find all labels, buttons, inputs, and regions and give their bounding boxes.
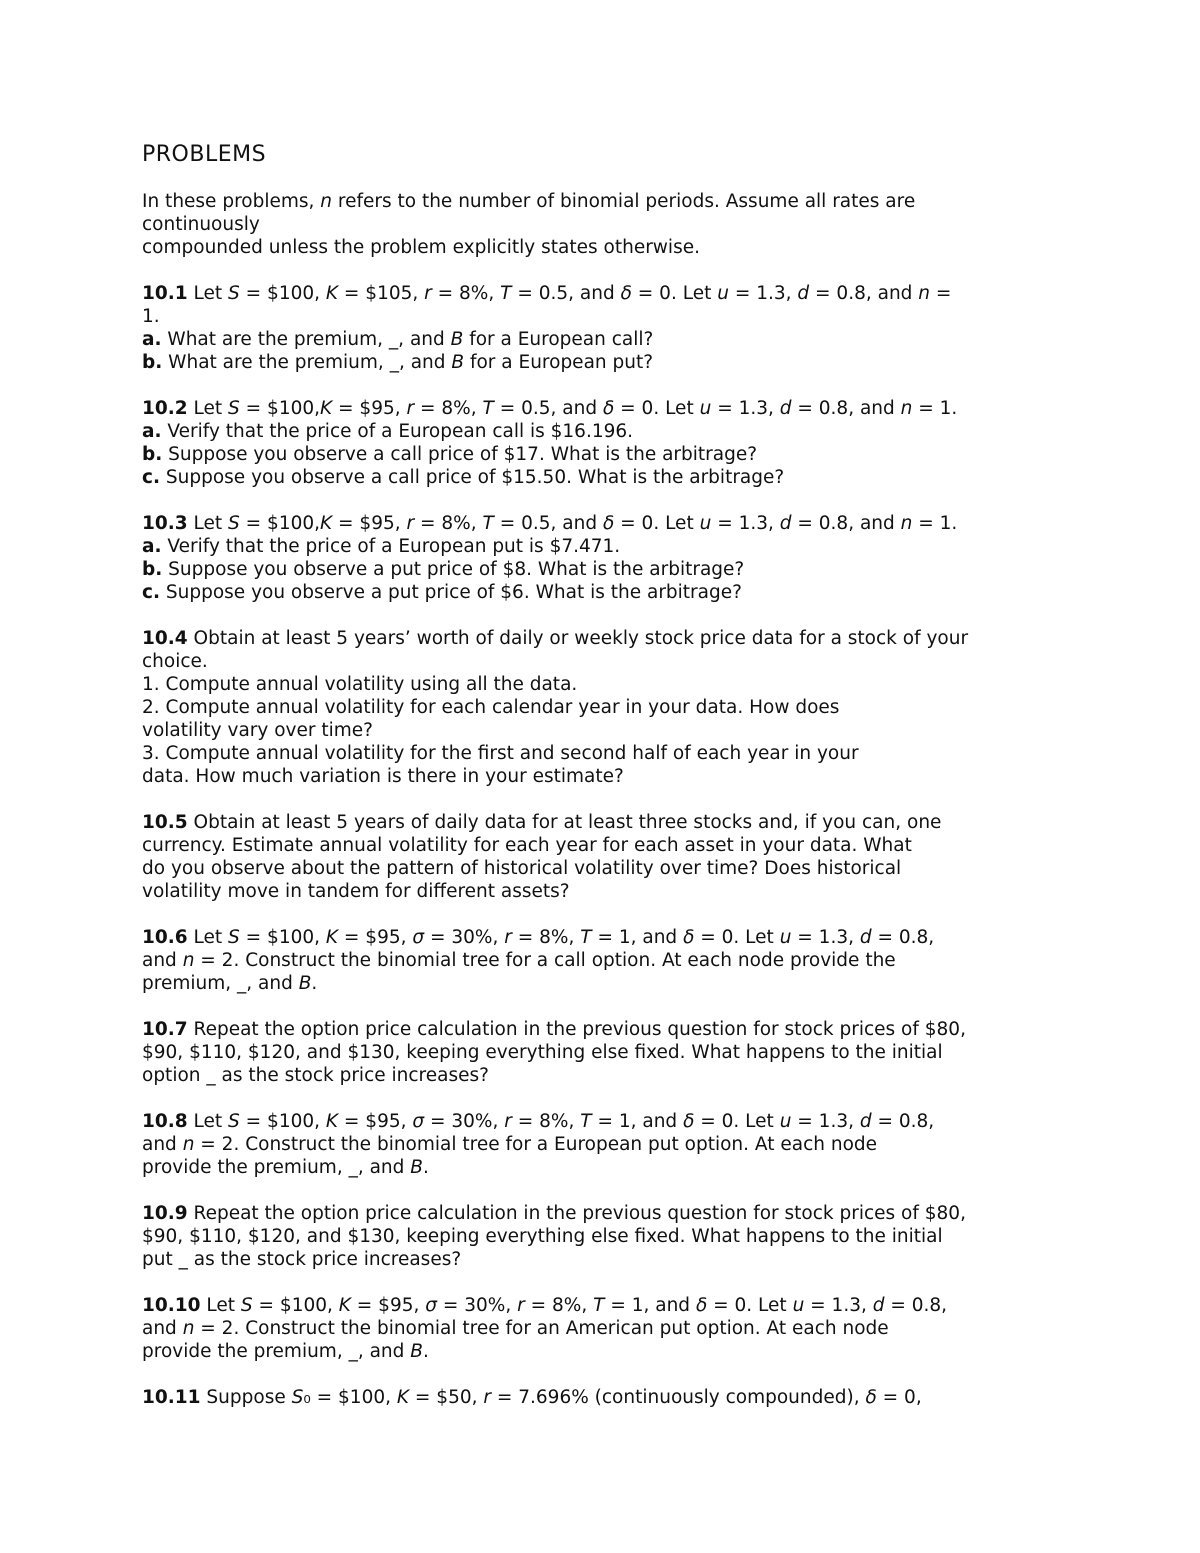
problem-line	[142, 742, 1042, 765]
problem-10-1	[142, 282, 1042, 374]
part-label: a.	[142, 536, 162, 557]
part-text: Suppose you observe a call price of $15.50. What is the arbitrage?	[165, 467, 785, 488]
problem-line	[142, 880, 1042, 903]
problem-text: and n = 2. Construct the binomial tree for a call option. At each node provide the	[142, 950, 896, 971]
intro-line: compounded unless the problem explicitly states otherwise.	[142, 237, 700, 258]
intro-paragraph	[142, 190, 1042, 259]
problem-line	[142, 1340, 1042, 1363]
problem-10-8	[142, 1110, 1042, 1179]
problem-line	[142, 1064, 1042, 1087]
page-title: PROBLEMS	[142, 142, 267, 167]
problem-part	[142, 466, 1042, 489]
problem-text: choice.	[142, 651, 208, 672]
problem-number: 10.1	[142, 283, 188, 304]
problem-line	[142, 1248, 1042, 1271]
problem-line	[142, 1225, 1042, 1248]
part-text: Verify that the price of a European put is $7.471.	[167, 536, 621, 557]
problem-text: 2. Compute annual volatility for each calendar year in your data. How does	[142, 697, 840, 718]
part-text: Suppose you observe a put price of $8. What is the arbitrage?	[168, 559, 745, 580]
problem-part	[142, 351, 1042, 374]
problem-line	[142, 650, 1042, 673]
problem-line	[142, 282, 1042, 305]
problem-text: Let S = $100, K = $95, σ = 30%, r = 8%, T = 1, and δ = 0. Let u = 1.3, d = 0.8,	[193, 1111, 935, 1132]
problem-line	[142, 1133, 1042, 1156]
problem-number: 10.6	[142, 927, 188, 948]
problem-text: $90, $110, $120, and $130, keeping everything else fixed. What happens to the initial	[142, 1042, 943, 1063]
problem-line	[142, 673, 1042, 696]
problem-10-10	[142, 1294, 1042, 1363]
problem-text: currency. Estimate annual volatility for each year for each asset in your data. What	[142, 835, 912, 856]
problem-text: and n = 2. Construct the binomial tree for an American put option. At each node	[142, 1318, 889, 1339]
problem-text: 3. Compute annual volatility for the first and second half of each year in your	[142, 743, 859, 764]
problem-part	[142, 558, 1042, 581]
problem-number: 10.11	[142, 1387, 201, 1408]
part-text: Verify that the price of a European call is $16.196.	[167, 421, 634, 442]
intro-line: In these problems, n refers to the number of binomial periods. Assume all rates are	[142, 191, 916, 212]
problem-line	[142, 834, 1042, 857]
problem-line	[142, 1317, 1042, 1340]
problem-text: Let S = $100, K = $95, σ = 30%, r = 8%, T = 1, and δ = 0. Let u = 1.3, d = 0.8,	[193, 927, 935, 948]
part-label: a.	[142, 421, 162, 442]
problem-line	[142, 1156, 1042, 1179]
part-text: Suppose you observe a call price of $17. What is the arbitrage?	[168, 444, 758, 465]
problem-number: 10.9	[142, 1203, 188, 1224]
problem-line	[142, 397, 1042, 420]
problem-line	[142, 972, 1042, 995]
document-page	[142, 140, 1042, 1432]
problem-text: Let S = $100, K = $95, σ = 30%, r = 8%, T = 1, and δ = 0. Let u = 1.3, d = 0.8,	[206, 1295, 948, 1316]
problem-10-11	[142, 1386, 1042, 1409]
problem-text: do you observe about the pattern of historical volatility over time? Does historical	[142, 858, 902, 879]
problem-line	[142, 1202, 1042, 1225]
problem-number: 10.10	[142, 1295, 201, 1316]
part-text: What are the premium, _, and B for a European call?	[167, 329, 654, 350]
problem-text: put _ as the stock price increases?	[142, 1249, 462, 1270]
problem-10-2	[142, 397, 1042, 489]
problem-number: 10.5	[142, 812, 188, 833]
part-text: Suppose you observe a put price of $6. What is the arbitrage?	[165, 582, 742, 603]
problem-text: 1.	[142, 306, 160, 327]
problem-line	[142, 1294, 1042, 1317]
problem-text: Obtain at least 5 years’ worth of daily or weekly stock price data for a stock of your	[193, 628, 969, 649]
problem-line	[142, 627, 1042, 650]
part-label: c.	[142, 467, 160, 488]
problem-line	[142, 926, 1042, 949]
problem-text: Let S = $100, K = $105, r = 8%, T = 0.5, and δ = 0. Let u = 1.3, d = 0.8, and n =	[193, 283, 952, 304]
problem-line	[142, 305, 1042, 328]
part-label: b.	[142, 559, 163, 580]
problem-text: Repeat the option price calculation in the previous question for stock prices of $80,	[193, 1019, 966, 1040]
problem-part	[142, 420, 1042, 443]
problem-text: volatility move in tandem for different assets?	[142, 881, 570, 902]
problem-line	[142, 765, 1042, 788]
problem-number: 10.4	[142, 628, 188, 649]
intro-line: continuously	[142, 214, 260, 235]
problem-10-6	[142, 926, 1042, 995]
part-label: c.	[142, 582, 160, 603]
problem-10-4	[142, 627, 1042, 788]
problem-line	[142, 1041, 1042, 1064]
problem-number: 10.3	[142, 513, 188, 534]
problem-line	[142, 1110, 1042, 1133]
problem-10-5	[142, 811, 1042, 903]
part-label: b.	[142, 444, 163, 465]
problem-number: 10.8	[142, 1111, 188, 1132]
problem-text: and n = 2. Construct the binomial tree for a European put option. At each node	[142, 1134, 878, 1155]
part-text: What are the premium, _, and B for a European put?	[168, 352, 654, 373]
problem-line	[142, 1018, 1042, 1041]
problem-text: Let S = $100,K = $95, r = 8%, T = 0.5, and δ = 0. Let u = 1.3, d = 0.8, and n = 1.	[193, 513, 958, 534]
problem-part	[142, 443, 1042, 466]
part-label: b.	[142, 352, 163, 373]
problem-line	[142, 1386, 1042, 1409]
problem-text: provide the premium, _, and B.	[142, 1157, 429, 1178]
problem-line	[142, 512, 1042, 535]
part-label: a.	[142, 329, 162, 350]
problem-text: premium, _, and B.	[142, 973, 318, 994]
problem-text: Obtain at least 5 years of daily data for at least three stocks and, if you can, one	[193, 812, 942, 833]
problem-text: option _ as the stock price increases?	[142, 1065, 489, 1086]
problem-number: 10.7	[142, 1019, 188, 1040]
problem-part	[142, 328, 1042, 351]
problem-line	[142, 949, 1042, 972]
problem-10-7	[142, 1018, 1042, 1087]
problem-text: provide the premium, _, and B.	[142, 1341, 429, 1362]
problem-number: 10.2	[142, 398, 188, 419]
problem-text: Let S = $100,K = $95, r = 8%, T = 0.5, and δ = 0. Let u = 1.3, d = 0.8, and n = 1.	[193, 398, 958, 419]
problem-text: 1. Compute annual volatility using all the data.	[142, 674, 578, 695]
problem-text: Suppose S₀ = $100, K = $50, r = 7.696% (continuously compounded), δ = 0,	[206, 1387, 922, 1408]
problem-text: volatility vary over time?	[142, 720, 373, 741]
problem-line	[142, 719, 1042, 742]
problem-text: data. How much variation is there in your estimate?	[142, 766, 624, 787]
problem-10-3	[142, 512, 1042, 604]
problem-part	[142, 535, 1042, 558]
problem-line	[142, 811, 1042, 834]
problem-line	[142, 696, 1042, 719]
problem-10-9	[142, 1202, 1042, 1271]
problem-text: $90, $110, $120, and $130, keeping everything else fixed. What happens to the initial	[142, 1226, 943, 1247]
problem-list	[142, 282, 1042, 1409]
problem-text: Repeat the option price calculation in the previous question for stock prices of $80,	[193, 1203, 966, 1224]
problem-line	[142, 857, 1042, 880]
problem-part	[142, 581, 1042, 604]
